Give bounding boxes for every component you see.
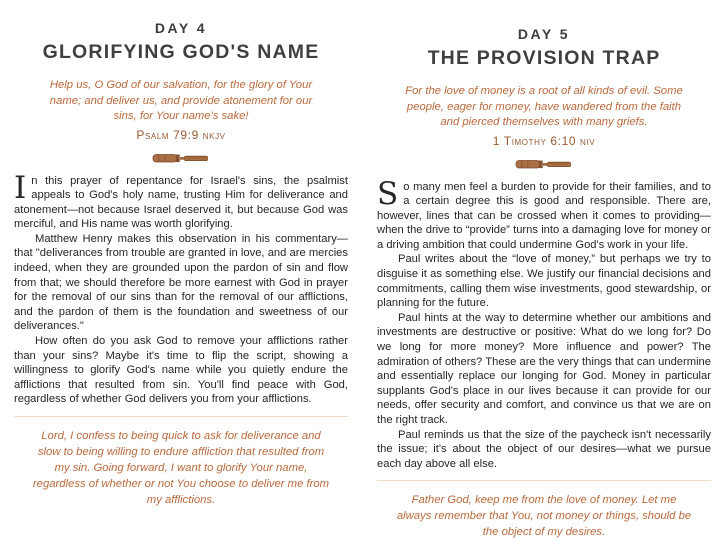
page-day-5 xyxy=(377,0,711,539)
closing-prayer: Father God, keep me from the love of money. Let me always remember that You, not money or things, should be the object of my desires. xyxy=(396,494,692,539)
body-paragraph: How often do you ask God to remove your afflictions rather than your sins? Maybe it's time to flip the script, showing a willingness to glorify God's name while you quietly endure the afflictions that resulted from sin. You'll find peace with God, regardless of whether God delivers you from your afflictions. xyxy=(14,335,348,406)
body-paragraph: Paul hints at the way to determine whether our ambitions and investments are destructive or positive: What do we long for? Do we long for more money? More influence and power? The admiration of others? These are the very things that can undermine and essentially replace our longing for God. Money in particular supplants God's place in our lives because it can provide for our needs, offer security and comfort, and convince us that we are on the right track. xyxy=(377,311,711,426)
prayer-divider-line xyxy=(377,480,711,481)
section-divider xyxy=(14,153,348,164)
chapter-title: THE PROVISION TRAP xyxy=(427,47,661,69)
body-paragraph: Paul writes about the “love of money,” but perhaps we try to disguise it as something else. We justify our financial decisions and commitments, calling them wise investments, good stewardship, or planning for the future. xyxy=(377,253,711,310)
day-label: DAY 4 xyxy=(154,20,208,36)
body-paragraph: So many men feel a burden to provide for their families, and to a certain degree this is good and responsible. There are, however, lines that can be crossed when it comes to providing—when the drive to “provide” turns into a damaging love for money or a driving ambition that could undermine God's work in your life. xyxy=(377,175,711,251)
devotional-body xyxy=(377,175,711,472)
page-day-4 xyxy=(14,0,348,524)
day-label: DAY 5 xyxy=(517,26,571,42)
section-divider xyxy=(377,159,711,170)
devotional-body xyxy=(14,169,348,408)
scripture-reference: Psalm 79:9 nkjv xyxy=(136,127,226,142)
scripture-epigraph: Help us, O God of our salvation, for the glory of Your name; and deliver us, and provide atonement for our sins, for Your name's sake! xyxy=(49,79,313,122)
chisel-icon xyxy=(515,159,573,170)
body-paragraph: Paul reminds us that the size of the paycheck isn't necessarily the issue; it's about the object of our desires—what we pursue each day above all else. xyxy=(377,428,711,470)
chapter-title: GLORIFYING GOD'S NAME xyxy=(42,41,320,63)
scripture-epigraph: For the love of money is a root of all kinds of evil. Some people, eager for money, have wandered from the faith and pierced themselves with many griefs. xyxy=(405,85,683,128)
closing-prayer: Lord, I confess to being quick to ask for deliverance and slow to being willing to endure affliction that resulted from my sin. Going forward, I want to glorify Your name, regardless of whether or not You choose to deliver me from my afflictions. xyxy=(32,430,330,506)
scripture-reference: 1 Timothy 6:10 niv xyxy=(492,133,596,148)
prayer-divider-line xyxy=(14,416,348,417)
body-paragraph: In this prayer of repentance for Israel's sins, the psalmist appeals to God's holy name, trusting Him for deliverance and atonement—not because Israel deserved it, but because God was merciful, and His name was worth glorifying. xyxy=(14,169,348,231)
chisel-icon xyxy=(152,153,210,164)
body-paragraph: Matthew Henry makes this observation in his commentary—that "deliverances from trouble are granted in love, and are mercies indeed, when they are grounded upon the pardon of sin and flow from that; we should therefore be more earnest with God in prayer for the removal of our sins than for the removal of our afflictions, and the pardon of them is the foundation and sweetness of our deliverances." xyxy=(14,232,348,333)
